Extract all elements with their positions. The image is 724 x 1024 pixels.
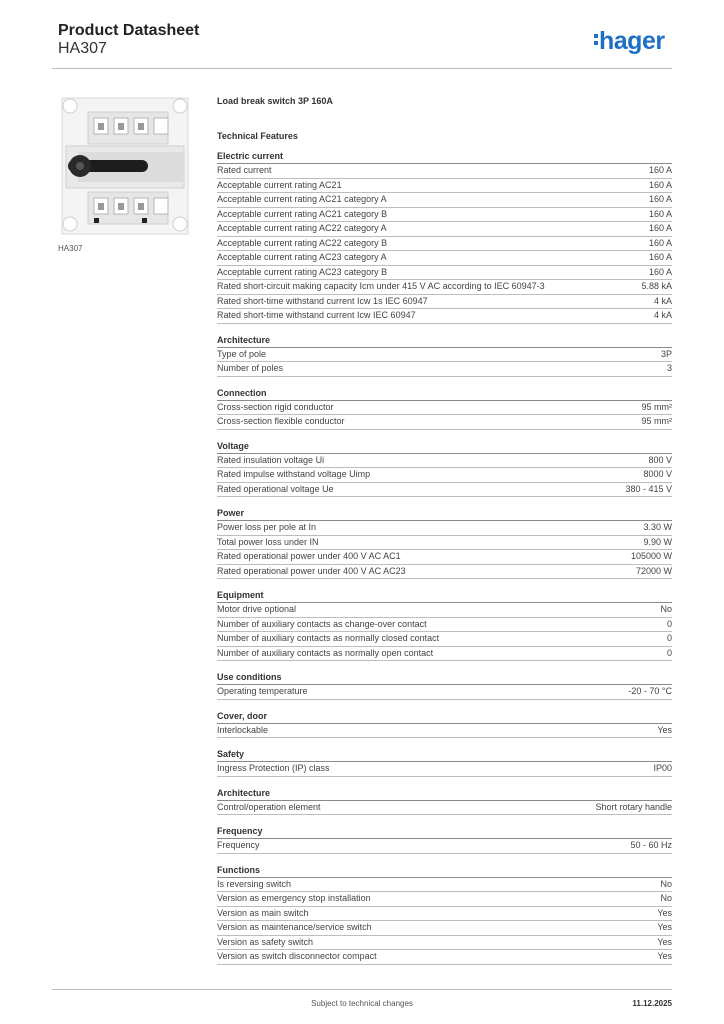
table-row — [217, 164, 672, 179]
row-label: Rated short-time withstand current Icw 1s IEC 60947 — [217, 295, 428, 306]
row-label: Acceptable current rating AC22 category B — [217, 237, 388, 248]
row-value: 105000 W — [630, 551, 672, 561]
table-row — [217, 762, 672, 777]
row-value: Yes — [657, 951, 672, 961]
row-value: 160 A — [648, 252, 672, 262]
table-row — [217, 483, 672, 498]
feature-sections — [217, 150, 672, 965]
section-title: Functions — [217, 864, 672, 878]
table-row — [217, 237, 672, 252]
table-row — [217, 295, 672, 310]
row-value: 160 A — [648, 266, 672, 277]
row-label: Power loss per pole at In — [217, 522, 317, 532]
row-label: Number of auxiliary contacts as normally closed contact — [217, 633, 440, 643]
document-title: Product Datasheet — [58, 22, 200, 39]
feature-section — [217, 864, 672, 965]
document-subtitle: HA307 — [58, 40, 107, 57]
table-row — [217, 839, 672, 854]
feature-section — [217, 748, 672, 777]
section-title: Architecture — [217, 787, 672, 801]
table-row — [217, 618, 672, 633]
feature-section — [217, 440, 672, 498]
row-value: 160 A — [648, 208, 672, 219]
section-title: Electric current — [217, 150, 672, 164]
table-row — [217, 521, 672, 536]
row-value: 95 mm² — [641, 401, 672, 412]
row-label: Number of poles — [217, 363, 284, 373]
row-label: Type of pole — [217, 348, 267, 359]
row-label: Version as maintenance/service switch — [217, 922, 372, 932]
product-name: Load break switch 3P 160A — [217, 96, 333, 106]
row-value: Yes — [657, 724, 672, 735]
table-row — [217, 603, 672, 618]
table-row — [217, 565, 672, 580]
row-value: 95 mm² — [641, 416, 672, 426]
row-value: 3.30 W — [643, 522, 672, 532]
table-row — [217, 266, 672, 281]
logo-wordmark: hager — [599, 27, 665, 55]
row-label: Total power loss under IN — [217, 536, 319, 547]
table-row — [217, 950, 672, 965]
row-label: Rated insulation voltage Ui — [217, 454, 325, 465]
table-row — [217, 179, 672, 194]
row-value: No — [660, 893, 672, 903]
row-value: 4 kA — [653, 310, 672, 320]
table-row — [217, 878, 672, 893]
load-break-switch-icon — [58, 96, 192, 236]
table-row — [217, 415, 672, 430]
row-label: Acceptable current rating AC21 category B — [217, 208, 388, 219]
page-header — [58, 22, 199, 58]
table-row — [217, 685, 672, 700]
feature-section — [217, 507, 672, 579]
section-title: Use conditions — [217, 671, 672, 685]
row-value: No — [660, 604, 672, 614]
row-label: Cross-section rigid conductor — [217, 401, 334, 412]
hager-logo — [594, 26, 665, 56]
row-value: 380 - 415 V — [625, 483, 672, 494]
section-title: Frequency — [217, 825, 672, 839]
row-value: 160 A — [648, 223, 672, 233]
row-value: 3P — [660, 348, 672, 359]
row-value: 160 A — [648, 194, 672, 204]
section-title: Safety — [217, 748, 672, 762]
table-row — [217, 280, 672, 295]
row-label: Rated operational voltage Ue — [217, 483, 334, 494]
row-label: Acceptable current rating AC21 — [217, 179, 342, 190]
feature-section — [217, 710, 672, 739]
row-value: 9.90 W — [643, 536, 672, 547]
row-label: Version as safety switch — [217, 936, 314, 947]
table-row — [217, 401, 672, 416]
row-value: Yes — [657, 922, 672, 932]
section-title: Architecture — [217, 334, 672, 348]
table-row — [217, 921, 672, 936]
table-row — [217, 936, 672, 951]
table-row — [217, 892, 672, 907]
row-value: 160 A — [648, 237, 672, 248]
image-caption: HA307 — [58, 244, 83, 253]
section-title: Cover, door — [217, 710, 672, 724]
row-label: Number of auxiliary contacts as change-over contact — [217, 618, 427, 629]
feature-section — [217, 825, 672, 854]
row-label: Acceptable current rating AC22 category A — [217, 223, 387, 233]
row-label: Rated short-circuit making capacity Icm under 415 V AC according to IEC 60947-3 — [217, 281, 545, 291]
feature-section — [217, 671, 672, 700]
row-value: 0 — [666, 647, 672, 658]
row-label: Cross-section flexible conductor — [217, 416, 345, 426]
row-label: Number of auxiliary contacts as normally open contact — [217, 647, 434, 658]
footer-note: Subject to technical changes — [311, 999, 413, 1008]
table-row — [217, 193, 672, 208]
row-label: Motor drive optional — [217, 604, 297, 614]
row-label: Ingress Protection (IP) class — [217, 763, 330, 773]
row-value: 4 kA — [653, 295, 672, 306]
row-value: 160 A — [648, 179, 672, 190]
row-value: No — [660, 878, 672, 889]
feature-section — [217, 150, 672, 324]
technical-features — [217, 95, 672, 965]
row-value: Yes — [657, 907, 672, 918]
row-label: Acceptable current rating AC23 category A — [217, 252, 387, 262]
row-value: 8000 V — [643, 469, 672, 479]
row-value: 72000 W — [635, 565, 672, 576]
footer-divider — [52, 989, 672, 990]
row-label: Rated short-time withstand current Icw IEC 60947 — [217, 310, 416, 320]
logo-dots-icon — [594, 34, 598, 48]
row-label: Frequency — [217, 840, 260, 850]
table-row — [217, 647, 672, 662]
table-row — [217, 468, 672, 483]
table-row — [217, 208, 672, 223]
row-label: Control/operation element — [217, 801, 321, 812]
feature-section — [217, 334, 672, 377]
row-value: Yes — [657, 936, 672, 947]
row-value: Short rotary handle — [595, 801, 672, 812]
table-row — [217, 309, 672, 324]
table-row — [217, 550, 672, 565]
row-label: Operating temperature — [217, 686, 308, 696]
row-value: 160 A — [648, 165, 672, 175]
row-label: Rated operational power under 400 V AC AC1 — [217, 551, 401, 561]
section-title: Power — [217, 507, 672, 521]
row-value: 800 V — [648, 454, 672, 465]
product-image — [58, 96, 192, 236]
table-row — [217, 801, 672, 816]
row-value: 0 — [666, 618, 672, 629]
feature-section — [217, 589, 672, 661]
row-value: 50 - 60 Hz — [630, 840, 672, 850]
table-row — [217, 536, 672, 551]
section-title: Connection — [217, 387, 672, 401]
table-row — [217, 454, 672, 469]
row-label: Version as switch disconnector compact — [217, 951, 377, 961]
section-title: Voltage — [217, 440, 672, 454]
row-value: IP00 — [653, 763, 672, 773]
row-label: Rated current — [217, 165, 272, 175]
row-label: Acceptable current rating AC23 category B — [217, 266, 388, 277]
row-label: Interlockable — [217, 724, 269, 735]
table-row — [217, 724, 672, 739]
table-row — [217, 348, 672, 363]
row-value: 0 — [666, 633, 672, 643]
row-value: -20 - 70 °C — [628, 686, 672, 696]
row-label: Rated impulse withstand voltage Uimp — [217, 469, 371, 479]
row-value: 3 — [666, 363, 672, 373]
footer-date: 11.12.2025 — [632, 999, 672, 1008]
row-label: Is reversing switch — [217, 878, 292, 889]
features-heading: Technical Features — [217, 131, 298, 141]
row-label: Rated operational power under 400 V AC AC23 — [217, 565, 406, 576]
row-label: Acceptable current rating AC21 category A — [217, 194, 387, 204]
row-value: 5.88 kA — [641, 281, 672, 291]
table-row — [217, 907, 672, 922]
table-row — [217, 251, 672, 266]
row-label: Version as emergency stop installation — [217, 893, 371, 903]
table-row — [217, 362, 672, 377]
feature-section — [217, 387, 672, 430]
table-row — [217, 632, 672, 647]
section-title: Equipment — [217, 589, 672, 603]
header-divider — [52, 68, 672, 69]
table-row — [217, 222, 672, 237]
row-label: Version as main switch — [217, 907, 309, 918]
feature-section — [217, 787, 672, 816]
